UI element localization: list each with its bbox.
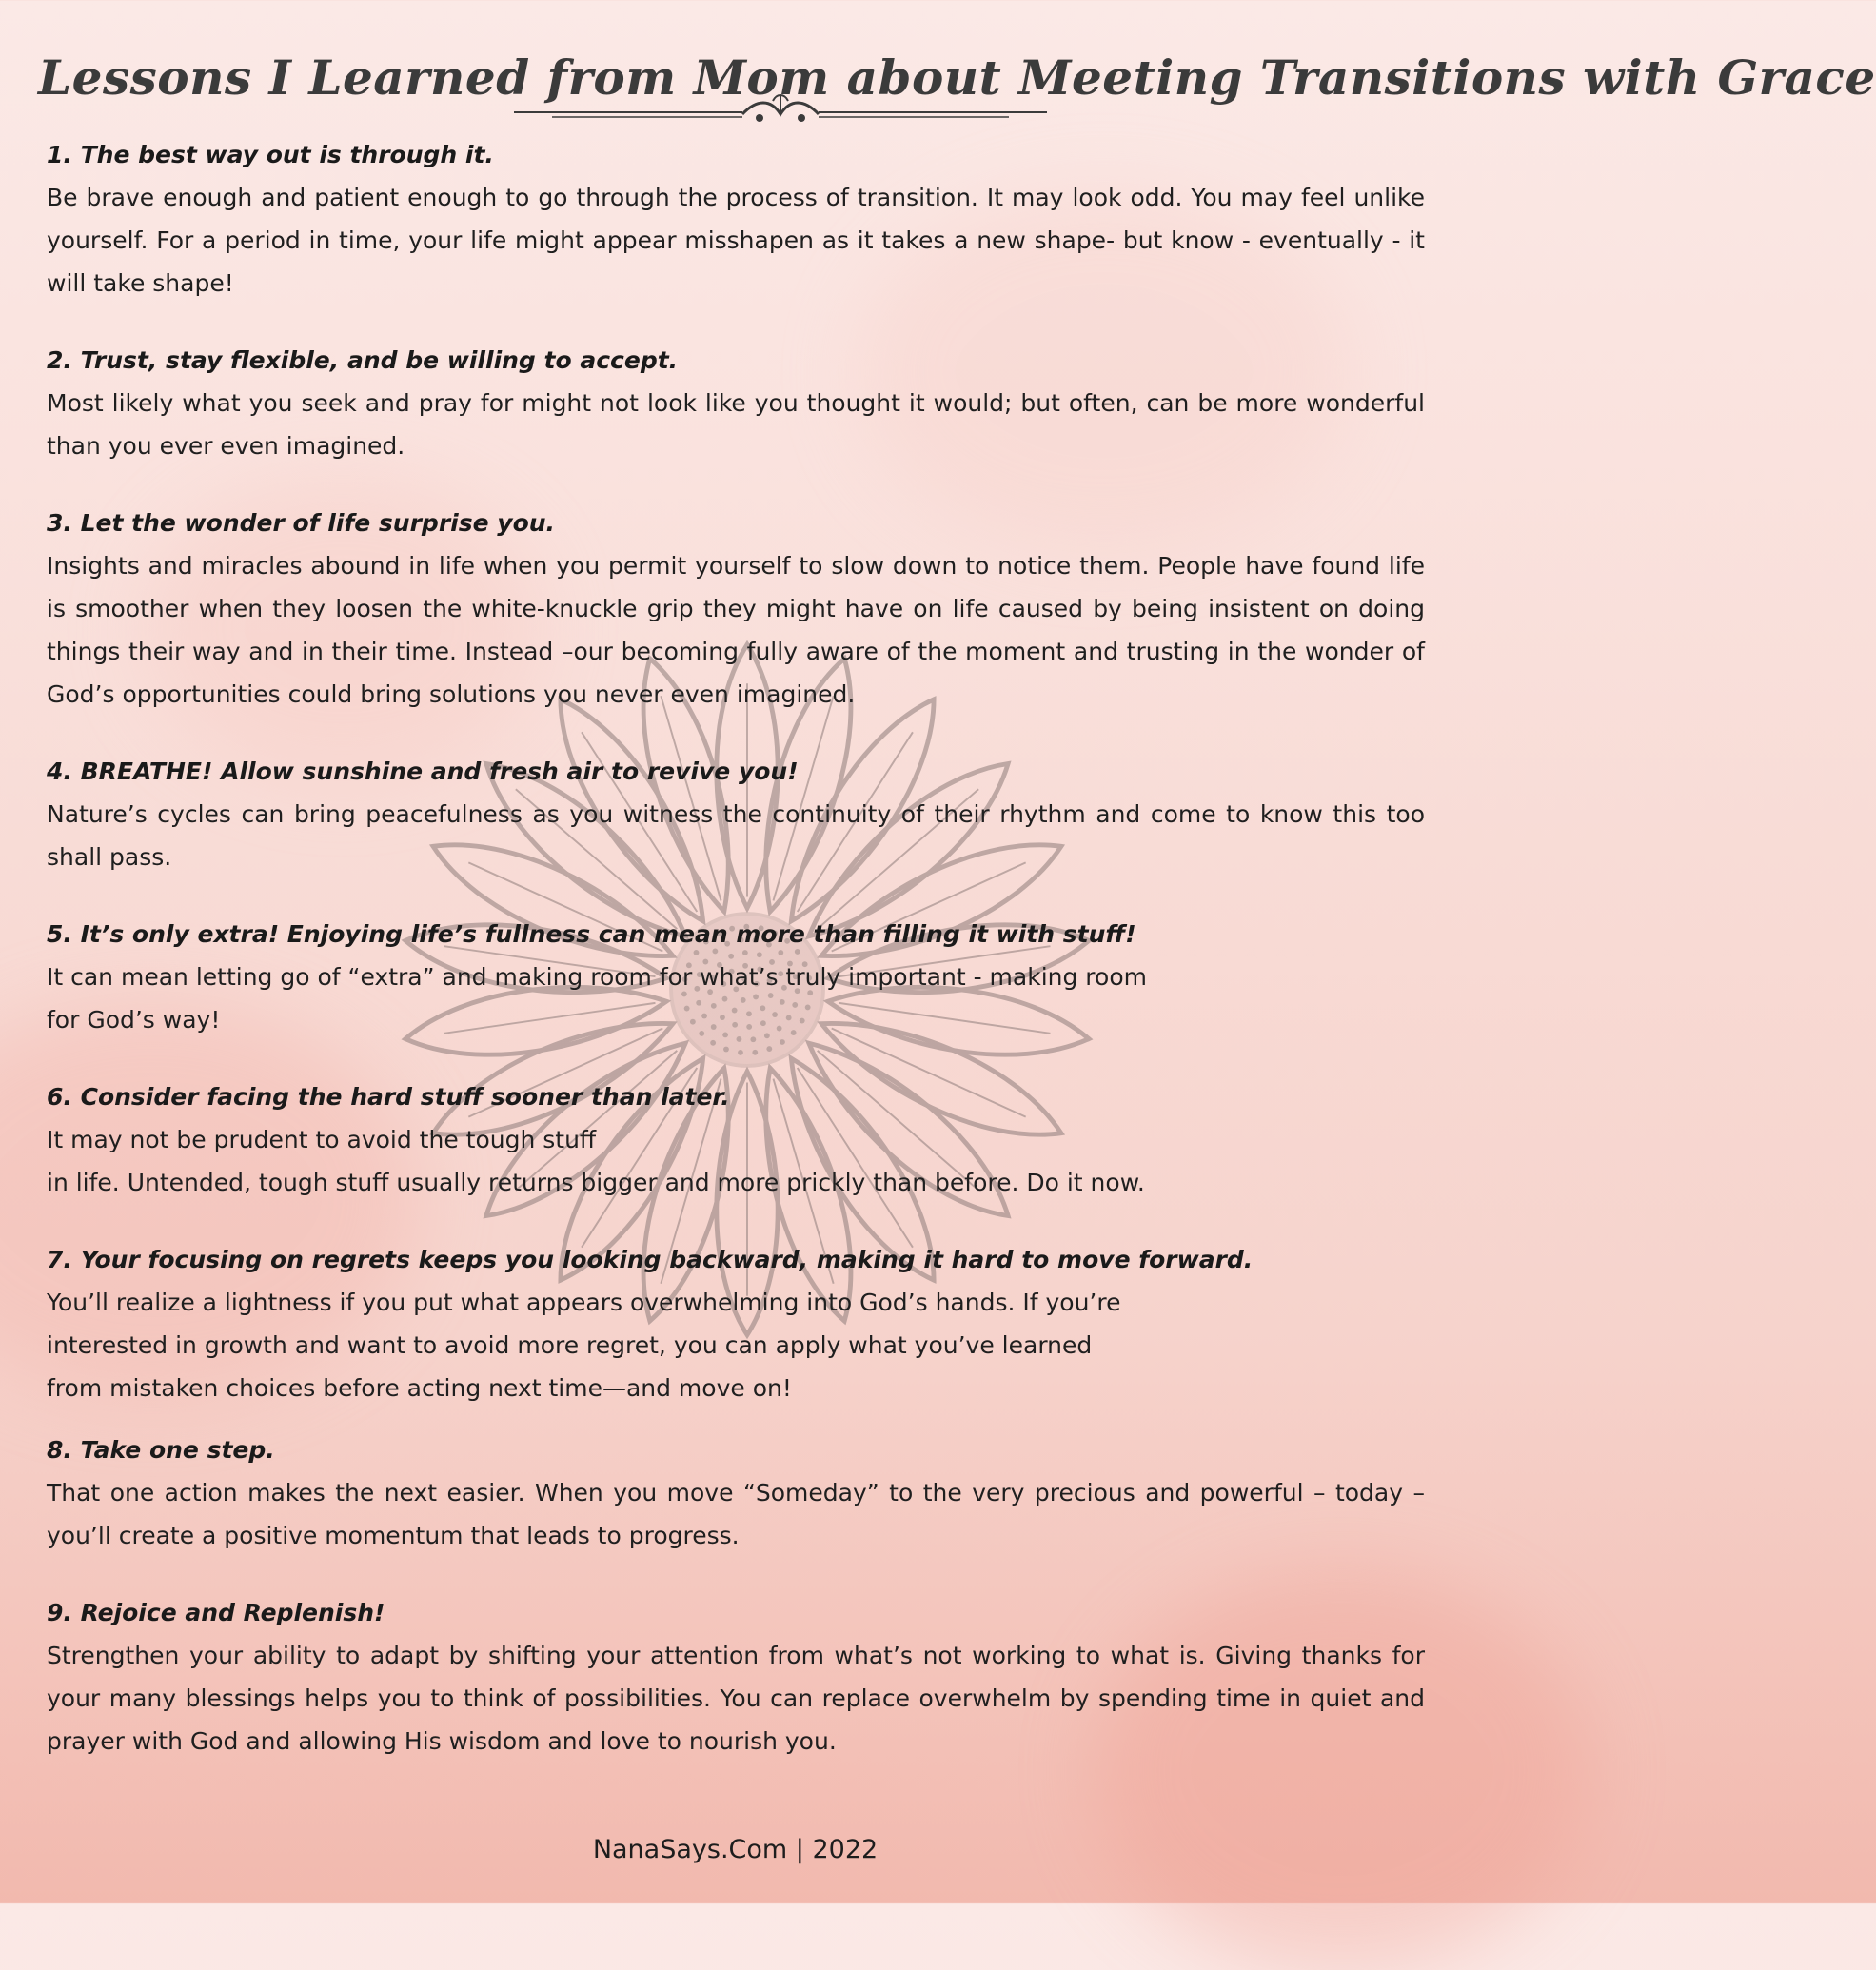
lesson-7 xyxy=(47,1238,1425,1409)
lesson-heading: 2. Trust, stay flexible, and be willing to accept. xyxy=(47,346,679,374)
lesson-heading: 6. Consider facing the hard stuff sooner than later. xyxy=(47,1083,730,1111)
lesson-body: That one action makes the next easier. When you move “Someday” to the very precious and powerful – today – you’ll create a positive momentum that leads to progress. xyxy=(47,1479,1425,1549)
lesson-heading: 7. Your focusing on regrets keeps you looking backward, making it hard to move forward. xyxy=(47,1246,1254,1273)
lesson-5 xyxy=(47,913,1425,1041)
lesson-heading: 3. Let the wonder of life surprise you. xyxy=(47,509,556,537)
lesson-body: Insights and miracles abound in life when you permit yourself to slow down to notice them. People have found life is smoother when they loosen the white-knuckle grip they might have on life caused by being insistent on doing things their way and in their time. Instead –our becoming fully aware of the moment and trusting in the wonder of God’s opportunities could bring solutions you never even imagined. xyxy=(47,552,1425,708)
site-footer: NanaSays.Com | 2022 xyxy=(592,1835,879,1864)
lesson-body-line: You’ll realize a lightness if you put what appears overwhelming into God’s hands. If you’re xyxy=(47,1289,1121,1316)
lesson-3 xyxy=(47,502,1425,716)
lesson-body: Strengthen your ability to adapt by shifting your attention from what’s not working to what is. Giving thanks for your many blessings helps you to think of possibilities. You can replace overwhelm by spending time in quiet and prayer with God and allowing His wisdom and love to nourish you. xyxy=(47,1642,1425,1755)
lesson-2 xyxy=(47,339,1425,467)
lesson-4 xyxy=(47,750,1425,878)
lesson-heading: 4. BREATHE! Allow sunshine and fresh air to revive you! xyxy=(47,758,799,785)
lesson-body: Be brave enough and patient enough to go through the process of transition. It may look odd. You may feel unlike yourself. For a period in time, your life might appear misshapen as it takes a new shape- but know - eventually - it will take shape! xyxy=(47,184,1425,297)
lesson-body-line: interested in growth and want to avoid more regret, you can apply what you’ve learned xyxy=(47,1331,1093,1359)
lesson-body-line: It may not be prudent to avoid the tough stuff xyxy=(47,1126,597,1153)
title-flourish-icon xyxy=(514,91,1047,129)
page-title: Lessons I Learned from Mom about Meeting Transitions with Grace xyxy=(38,49,1876,106)
lesson-body-line: for God’s way! xyxy=(47,1006,221,1034)
lesson-heading: 8. Take one step. xyxy=(47,1436,275,1464)
lesson-body-line: in life. Untended, tough stuff usually returns bigger and more prickly than before. Do it now. xyxy=(47,1169,1145,1196)
lesson-heading: 5. It’s only extra! Enjoying life’s fullness can mean more than filling it with stuff! xyxy=(47,920,1136,948)
lesson-body: Most likely what you seek and pray for might not look like you thought it would; but often, can be more wonderful than you ever even imagined. xyxy=(47,389,1425,460)
lesson-1 xyxy=(47,133,1425,305)
lesson-8 xyxy=(47,1428,1425,1557)
lessons-list xyxy=(47,133,1425,1763)
lesson-heading: 1. The best way out is through it. xyxy=(47,141,494,168)
lesson-9 xyxy=(47,1591,1425,1763)
lesson-body-line: from mistaken choices before acting next time—and move on! xyxy=(47,1374,792,1402)
lesson-heading: 9. Rejoice and Replenish! xyxy=(47,1599,385,1626)
lesson-body-line: It can mean letting go of “extra” and making room for what’s truly important - making room xyxy=(47,963,1147,991)
lesson-6 xyxy=(47,1075,1425,1204)
lesson-body: Nature’s cycles can bring peacefulness as you witness the continuity of their rhythm and come to know this too shall pass. xyxy=(47,800,1425,871)
